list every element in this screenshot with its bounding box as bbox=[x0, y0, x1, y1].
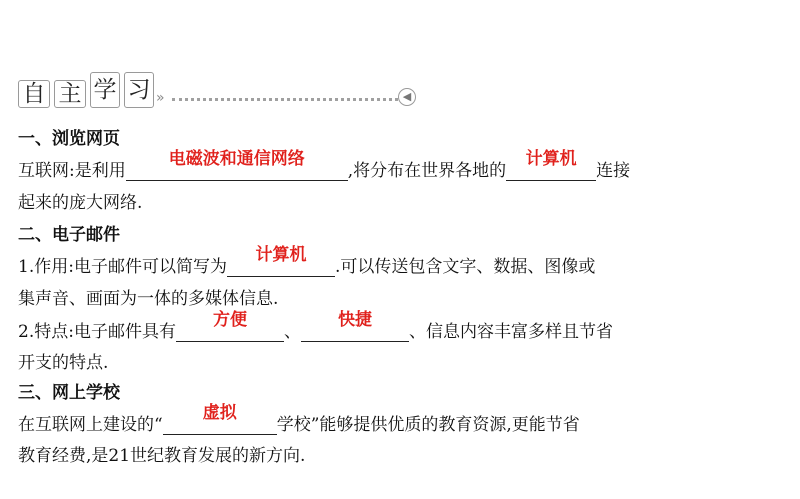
banner-char: 主 bbox=[54, 80, 86, 108]
answer-text: 电磁波和通信网络 bbox=[168, 149, 305, 169]
paragraph-line: 教育经费,是21世纪教育发展的新方向. bbox=[18, 446, 306, 466]
paragraph-line: 起来的庞大网络. bbox=[18, 193, 143, 213]
answer-blank bbox=[176, 310, 284, 342]
text: 连接 bbox=[596, 161, 631, 181]
paragraph-line: 集声音、画面为一体的多媒体信息. bbox=[18, 289, 279, 309]
answer-text: 方便 bbox=[212, 310, 247, 330]
banner-char: 学 bbox=[90, 72, 120, 108]
section-heading: 三、网上学校 bbox=[18, 383, 120, 403]
answer-blank bbox=[506, 149, 596, 181]
paragraph-line bbox=[18, 245, 596, 277]
banner-char: 习 bbox=[124, 72, 154, 108]
section-heading: 一、浏览网页 bbox=[18, 129, 120, 149]
answer-blank bbox=[126, 149, 348, 181]
text: ,将分布在世界各地的 bbox=[347, 161, 507, 181]
answer-text: 计算机 bbox=[255, 245, 307, 265]
text: 2.特点:电子邮件具有 bbox=[18, 322, 176, 342]
arrow-left-circle-icon: ◀ bbox=[398, 88, 416, 106]
text: 1.作用:电子邮件可以简写为 bbox=[18, 257, 227, 277]
dotted-divider bbox=[172, 98, 404, 101]
text: 在互联网上建设的“ bbox=[18, 415, 163, 435]
text: 、信息内容丰富多样且节省 bbox=[408, 322, 613, 342]
text: 、 bbox=[283, 322, 301, 342]
banner-char: 自 bbox=[18, 80, 50, 108]
paragraph-line: 开支的特点. bbox=[18, 353, 109, 373]
answer-blank bbox=[301, 310, 409, 342]
text: 学校”能够提供优质的教育资源,更能节省 bbox=[276, 415, 580, 435]
paragraph-line bbox=[18, 149, 631, 181]
text: .可以传送包含文字、数据、图像或 bbox=[334, 257, 596, 277]
text: 互联网:是利用 bbox=[18, 161, 126, 181]
paragraph-line bbox=[18, 310, 613, 342]
answer-text: 虚拟 bbox=[202, 403, 237, 423]
double-chevron-icon: » bbox=[156, 90, 163, 106]
answer-text: 计算机 bbox=[525, 149, 577, 169]
answer-blank bbox=[227, 245, 335, 277]
section-banner bbox=[18, 72, 418, 112]
answer-text: 快捷 bbox=[337, 310, 372, 330]
answer-blank bbox=[163, 403, 277, 435]
section-heading: 二、电子邮件 bbox=[18, 225, 120, 245]
paragraph-line bbox=[18, 403, 580, 435]
